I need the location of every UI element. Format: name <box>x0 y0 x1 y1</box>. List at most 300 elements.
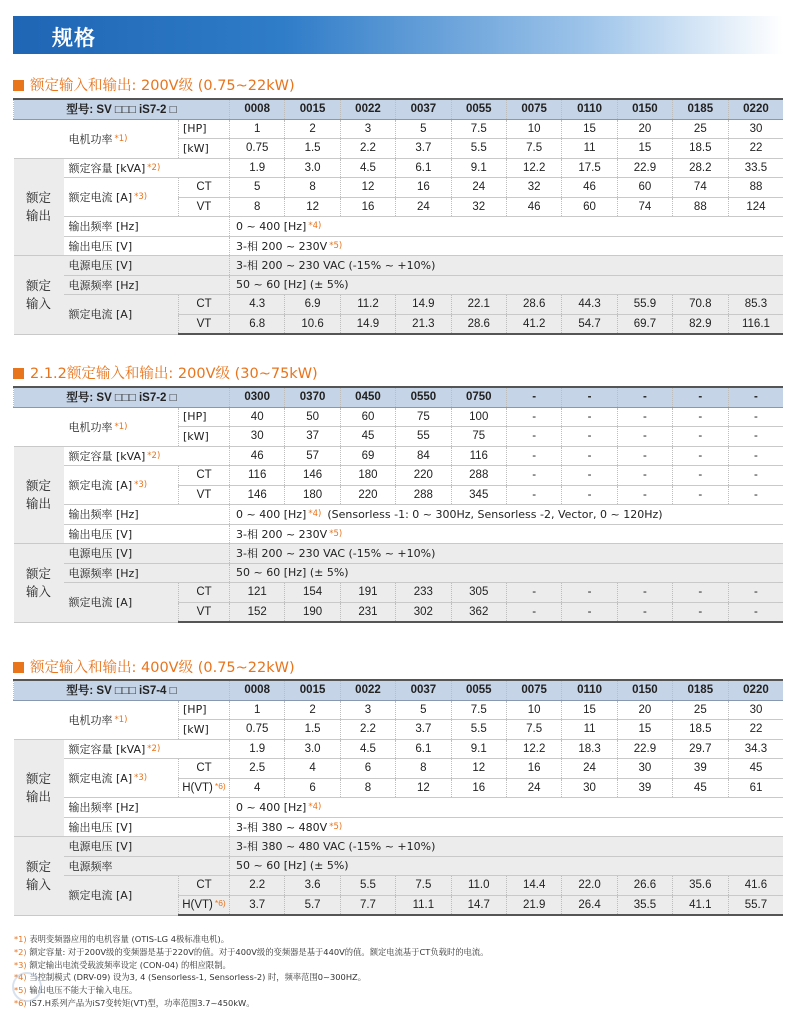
ct-value: 45 <box>728 759 783 779</box>
kw-value: 22 <box>728 720 783 740</box>
vt-value: 74 <box>617 197 672 217</box>
model-cell: 0150 <box>617 99 672 119</box>
ct-value: 30 <box>617 759 672 779</box>
hp-value: 1 <box>230 700 285 720</box>
input-ct-value: - <box>562 583 617 603</box>
capacity-value: 6.1 <box>396 158 451 178</box>
ct-value: - <box>617 466 672 486</box>
output-group-label: 额定 输出 <box>14 739 64 837</box>
watermark-seal <box>12 972 42 1002</box>
footnote-ref: *5) <box>329 821 343 832</box>
ct-value: 24 <box>562 759 617 779</box>
output-frequency-value: 0 ~ 400 [Hz] $^{*4)}$ (Sensorless -1: 0 ~ 300Hz, Sensorless -2, Vector, 0 ~ 120Hz) <box>230 505 784 525</box>
page-title: 规格 <box>52 26 96 50</box>
output-frequency-value: 0 ~ 400 [Hz] $^{*4)}$ <box>230 217 784 237</box>
header-bar <box>13 16 783 54</box>
vt-value: 6 <box>285 778 340 798</box>
input-vt-value: 302 <box>396 602 451 622</box>
output-frequency-extra: (Sensorless -1: 0 ~ 300Hz, Sensorless -2, Vector, 0 ~ 120Hz) <box>327 507 663 521</box>
input-ct-value: 22.1 <box>451 295 506 315</box>
vt-value: 61 <box>728 778 783 798</box>
model-cell: 0022 <box>340 680 395 700</box>
capacity-value: 29.7 <box>673 739 728 759</box>
vt-value: 146 <box>230 485 285 505</box>
input-vt-value: 55.7 <box>728 895 783 915</box>
kw-value: - <box>617 427 672 447</box>
footnote-ref: *6) <box>214 781 226 792</box>
model-label: 型号: SV □□□ iS7-2 □ <box>14 387 230 407</box>
capacity-value: 3.0 <box>285 158 340 178</box>
kw-value: 3.7 <box>396 139 451 159</box>
footnote-ref: *2) <box>147 450 161 461</box>
vt-value: 4 <box>230 778 285 798</box>
output-frequency-label: 输出频率 [Hz] <box>64 798 230 818</box>
capacity-label: 额定容量 [kVA] $^{*2)}$ <box>64 739 230 759</box>
vt-label: H(VT) $^{*6)}$ <box>179 895 230 915</box>
footnote: *2) 额定容量: 对于200V级的变频器是基于220V的值。对于400V级的变频器是基于440V的值。额定电流基于CT负载时的电流。 <box>14 946 489 957</box>
input-vt-value: 10.6 <box>285 314 340 334</box>
model-cell: 0008 <box>230 99 285 119</box>
vt-label: H(VT) $^{*6)}$ <box>179 778 230 798</box>
footnote-ref: *5) <box>329 528 343 539</box>
ct-value: 180 <box>340 466 395 486</box>
vt-value: 345 <box>451 485 506 505</box>
hp-value: 25 <box>673 119 728 139</box>
capacity-value: 6.1 <box>396 739 451 759</box>
footnote-mark: *6) <box>14 997 30 1008</box>
vt-label: VT <box>179 602 230 622</box>
output-voltage-value: 3-相 200 ~ 230V $^{*5)}$ <box>230 236 784 256</box>
capacity-value: 34.3 <box>728 739 783 759</box>
output-frequency-value: 0 ~ 400 [Hz] $^{*4)}$ <box>230 798 784 818</box>
unit-cell: [HP] <box>179 700 230 720</box>
ct-value: 39 <box>673 759 728 779</box>
capacity-label: 额定容量 [kVA] $^{*2)}$ <box>64 446 230 466</box>
ct-value: 146 <box>285 466 340 486</box>
kw-value: 45 <box>340 427 395 447</box>
footnote: *4) 当控制模式 (DRV-09) 设为3, 4 (Sensorless-1, Sensorless-2) 时，频率范围0~300HZ。 <box>14 972 367 983</box>
input-ct-value: 70.8 <box>673 295 728 315</box>
model-cell: 0055 <box>451 99 506 119</box>
input-ct-value: 14.4 <box>506 876 561 896</box>
capacity-value: 84 <box>396 446 451 466</box>
output-voltage-label: 输出电压 [V] <box>64 524 230 544</box>
input-ct-value: 2.2 <box>230 876 285 896</box>
ct-value: 24 <box>451 178 506 198</box>
output-current-label: 额定电流 [A] $^{*3)}$ <box>64 466 179 505</box>
model-cell: 0008 <box>230 680 285 700</box>
vt-value: 45 <box>673 778 728 798</box>
footnote-ref: *2) <box>147 743 161 754</box>
capacity-value: 4.5 <box>340 158 395 178</box>
input-vt-value: 362 <box>451 602 506 622</box>
hp-value: 15 <box>562 700 617 720</box>
vt-value: 24 <box>396 197 451 217</box>
ct-value: 32 <box>506 178 561 198</box>
footnote-mark: *3) <box>14 959 30 970</box>
input-current-label: 额定电流 [A] <box>64 876 179 916</box>
input-ct-value: 305 <box>451 583 506 603</box>
vt-value: 124 <box>728 197 783 217</box>
input-vt-value: 190 <box>285 602 340 622</box>
kw-value: - <box>728 427 783 447</box>
input-group-label: 额定 输入 <box>14 256 64 335</box>
capacity-value: 33.5 <box>728 158 783 178</box>
unit-cell: [HP] <box>179 407 230 427</box>
input-ct-value: 5.5 <box>340 876 395 896</box>
model-cell: - <box>562 387 617 407</box>
input-frequency-label: 电源频率 <box>64 856 230 876</box>
vt-value: 12 <box>396 778 451 798</box>
spec-table <box>13 98 783 335</box>
model-cell: 0015 <box>285 680 340 700</box>
hp-value: 7.5 <box>451 700 506 720</box>
kw-value: 1.5 <box>285 720 340 740</box>
section-marker-icon <box>13 368 24 379</box>
hp-value: - <box>728 407 783 427</box>
ct-value: 116 <box>230 466 285 486</box>
capacity-value: - <box>506 446 561 466</box>
capacity-value: - <box>617 446 672 466</box>
input-current-label: 额定电流 [A] <box>64 583 179 623</box>
input-vt-value: 5.7 <box>285 895 340 915</box>
model-cell: - <box>728 387 783 407</box>
input-ct-value: 85.3 <box>728 295 783 315</box>
ct-value: - <box>673 466 728 486</box>
unit-cell: [kW] <box>179 720 230 740</box>
section-title: 额定输入和输出: 400V级 (0.75~22kW) <box>13 656 295 677</box>
input-ct-value: 28.6 <box>506 295 561 315</box>
output-frequency-label: 输出频率 [Hz] <box>64 505 230 525</box>
vt-value: 88 <box>673 197 728 217</box>
input-ct-value: 7.5 <box>396 876 451 896</box>
input-vt-value: 14.9 <box>340 314 395 334</box>
kw-value: 0.75 <box>230 139 285 159</box>
model-cell: - <box>673 387 728 407</box>
vt-label: VT <box>179 314 230 334</box>
model-cell: 0185 <box>673 680 728 700</box>
hp-value: 60 <box>340 407 395 427</box>
input-ct-value: 14.9 <box>396 295 451 315</box>
ct-label: CT <box>179 295 230 315</box>
capacity-value: 28.2 <box>673 158 728 178</box>
vt-label: VT <box>179 485 230 505</box>
output-current-label: 额定电流 [A] $^{*3)}$ <box>64 759 179 798</box>
footnote-ref: *3) <box>134 192 148 202</box>
hp-value: 30 <box>728 119 783 139</box>
kw-value: 1.5 <box>285 139 340 159</box>
capacity-value: - <box>728 446 783 466</box>
input-ct-value: - <box>728 583 783 603</box>
ct-value: 60 <box>617 178 672 198</box>
footnote-mark: *1) <box>14 934 30 944</box>
capacity-value: 22.9 <box>617 739 672 759</box>
input-ct-value: 3.6 <box>285 876 340 896</box>
footnote-mark: *2) <box>14 946 30 957</box>
ct-value: 74 <box>673 178 728 198</box>
input-voltage-label: 电源电压 [V] <box>64 256 230 276</box>
input-ct-value: 22.0 <box>562 876 617 896</box>
ct-value: 2.5 <box>230 759 285 779</box>
input-vt-value: 11.1 <box>396 895 451 915</box>
input-voltage-value: 3-相 200 ~ 230 VAC (-15% ~ +10%) <box>230 544 784 564</box>
footnote: *5) 输出电压不能大于输入电压。 <box>14 985 138 996</box>
ct-value: 220 <box>396 466 451 486</box>
hp-value: - <box>617 407 672 427</box>
unit-cell: [kW] <box>179 139 230 159</box>
input-vt-value: - <box>562 602 617 622</box>
kw-value: 37 <box>285 427 340 447</box>
capacity-value: - <box>673 446 728 466</box>
input-vt-value: 152 <box>230 602 285 622</box>
capacity-value: 18.3 <box>562 739 617 759</box>
motor-power-label: 电机功率 $^{*1)}$ <box>14 700 179 739</box>
capacity-value: 12.2 <box>506 158 561 178</box>
ct-value: - <box>728 466 783 486</box>
input-group-label: 额定 输入 <box>14 837 64 916</box>
footnote-ref: *2) <box>147 162 161 173</box>
vt-value: 12 <box>285 197 340 217</box>
hp-value: 10 <box>506 119 561 139</box>
input-vt-value: - <box>728 602 783 622</box>
kw-value: - <box>562 427 617 447</box>
unit-cell: [kW] <box>179 427 230 447</box>
kw-value: 55 <box>396 427 451 447</box>
input-vt-value: 41.1 <box>673 895 728 915</box>
kw-value: 0.75 <box>230 720 285 740</box>
input-group-label: 额定 输入 <box>14 544 64 623</box>
kw-value: 2.2 <box>340 720 395 740</box>
kw-value: 7.5 <box>506 139 561 159</box>
input-frequency-label: 电源频率 [Hz] <box>64 563 230 583</box>
footnote-mark: *4) <box>14 972 30 983</box>
kw-value: 3.7 <box>396 720 451 740</box>
hp-value: 5 <box>396 700 451 720</box>
hp-value: 25 <box>673 700 728 720</box>
capacity-label: 额定容量 [kVA] $^{*2)}$ <box>64 158 230 178</box>
input-vt-value: 41.2 <box>506 314 561 334</box>
hp-value: 7.5 <box>451 119 506 139</box>
vt-value: 46 <box>506 197 561 217</box>
hp-value: 40 <box>230 407 285 427</box>
ct-value: - <box>562 466 617 486</box>
ct-value: 12 <box>340 178 395 198</box>
input-voltage-label: 电源电压 [V] <box>64 837 230 857</box>
hp-value: 3 <box>340 700 395 720</box>
input-ct-value: 4.3 <box>230 295 285 315</box>
model-cell: 0037 <box>396 99 451 119</box>
kw-value: 7.5 <box>506 720 561 740</box>
hp-value: 100 <box>451 407 506 427</box>
capacity-value: - <box>562 446 617 466</box>
model-cell: - <box>506 387 561 407</box>
ct-value: 16 <box>396 178 451 198</box>
hp-value: - <box>506 407 561 427</box>
ct-label: CT <box>179 583 230 603</box>
kw-value: 15 <box>617 139 672 159</box>
footnote-ref: *1) <box>114 421 128 432</box>
input-ct-value: 55.9 <box>617 295 672 315</box>
footnote-ref: *5) <box>329 240 343 251</box>
ct-value: - <box>506 466 561 486</box>
model-cell: 0110 <box>562 680 617 700</box>
hp-value: 20 <box>617 700 672 720</box>
unit-cell: [HP] <box>179 119 230 139</box>
input-vt-value: - <box>673 602 728 622</box>
vt-value: - <box>562 485 617 505</box>
input-ct-value: 233 <box>396 583 451 603</box>
capacity-value: 1.9 <box>230 158 285 178</box>
input-voltage-label: 电源电压 [V] <box>64 544 230 564</box>
input-vt-value: 6.8 <box>230 314 285 334</box>
footnote-ref: *4) <box>308 220 322 231</box>
input-vt-value: 82.9 <box>673 314 728 334</box>
input-ct-value: 11.0 <box>451 876 506 896</box>
model-cell: 0300 <box>230 387 285 407</box>
vt-value: 180 <box>285 485 340 505</box>
output-group-label: 额定 输出 <box>14 446 64 544</box>
input-ct-value: 41.6 <box>728 876 783 896</box>
input-ct-value: - <box>673 583 728 603</box>
input-frequency-value: 50 ~ 60 [Hz] (± 5%) <box>230 275 784 295</box>
input-vt-value: 3.7 <box>230 895 285 915</box>
spec-table <box>13 386 783 623</box>
ct-value: 12 <box>451 759 506 779</box>
model-cell: 0022 <box>340 99 395 119</box>
model-cell: - <box>617 387 672 407</box>
capacity-value: 46 <box>230 446 285 466</box>
kw-value: 15 <box>617 720 672 740</box>
input-vt-value: 28.6 <box>451 314 506 334</box>
input-vt-value: 7.7 <box>340 895 395 915</box>
ct-value: 5 <box>230 178 285 198</box>
kw-value: 2.2 <box>340 139 395 159</box>
capacity-value: 1.9 <box>230 739 285 759</box>
input-voltage-value: 3-相 200 ~ 230 VAC (-15% ~ +10%) <box>230 256 784 276</box>
input-vt-value: - <box>617 602 672 622</box>
output-group-label: 额定 输出 <box>14 158 64 256</box>
hp-value: 3 <box>340 119 395 139</box>
hp-value: 10 <box>506 700 561 720</box>
input-frequency-value: 50 ~ 60 [Hz] (± 5%) <box>230 563 784 583</box>
model-cell: 0037 <box>396 680 451 700</box>
model-cell: 0075 <box>506 680 561 700</box>
footnote-ref: *4) <box>308 801 322 812</box>
vt-value: 39 <box>617 778 672 798</box>
vt-value: 16 <box>451 778 506 798</box>
input-ct-value: - <box>617 583 672 603</box>
input-vt-value: 54.7 <box>562 314 617 334</box>
hp-value: 50 <box>285 407 340 427</box>
capacity-value: 17.5 <box>562 158 617 178</box>
section-marker-icon <box>13 80 24 91</box>
section-marker-icon <box>13 662 24 673</box>
model-cell: 0370 <box>285 387 340 407</box>
ct-value: 16 <box>506 759 561 779</box>
capacity-value: 12.2 <box>506 739 561 759</box>
output-voltage-value: 3-相 200 ~ 230V $^{*5)}$ <box>230 524 784 544</box>
kw-value: 30 <box>230 427 285 447</box>
vt-value: - <box>617 485 672 505</box>
input-ct-value: 11.2 <box>340 295 395 315</box>
input-ct-value: 35.6 <box>673 876 728 896</box>
input-frequency-value: 50 ~ 60 [Hz] (± 5%) <box>230 856 784 876</box>
ct-value: 288 <box>451 466 506 486</box>
footnote: *3) 额定输出电流受载波频率设定 (CON-04) 的相应限制。 <box>14 959 231 970</box>
ct-value: 6 <box>340 759 395 779</box>
footnote-ref: *6) <box>214 898 226 909</box>
vt-value: 8 <box>230 197 285 217</box>
section-title: 额定输入和输出: 200V级 (0.75~22kW) <box>13 74 295 95</box>
model-cell: 0220 <box>728 680 783 700</box>
input-vt-value: 35.5 <box>617 895 672 915</box>
hp-value: 1 <box>230 119 285 139</box>
ct-label: CT <box>179 876 230 896</box>
footnote-mark: *5) <box>14 985 30 996</box>
section-title: 2.1.2额定输入和输出: 200V级 (30~75kW) <box>13 362 318 383</box>
model-cell: 0015 <box>285 99 340 119</box>
vt-value: 16 <box>340 197 395 217</box>
footnote-ref: *1) <box>114 714 128 725</box>
input-ct-value: 6.9 <box>285 295 340 315</box>
capacity-value: 9.1 <box>451 158 506 178</box>
ct-value: 8 <box>396 759 451 779</box>
input-vt-value: 69.7 <box>617 314 672 334</box>
model-label: 型号: SV □□□ iS7-4 □ <box>14 680 230 700</box>
footnote-ref: *3) <box>134 480 148 490</box>
vt-value: - <box>506 485 561 505</box>
hp-value: 75 <box>396 407 451 427</box>
input-ct-value: 44.3 <box>562 295 617 315</box>
kw-value: 11 <box>562 720 617 740</box>
input-ct-value: 154 <box>285 583 340 603</box>
model-cell: 0185 <box>673 99 728 119</box>
ct-label: CT <box>179 178 230 198</box>
footnote: *1) 表明变频器应用的电机容量 (OTIS-LG 4极标准电机)。 <box>14 934 230 944</box>
vt-value: 220 <box>340 485 395 505</box>
model-cell: 0750 <box>451 387 506 407</box>
kw-value: 75 <box>451 427 506 447</box>
input-vt-value: 116.1 <box>728 314 783 334</box>
vt-value: 30 <box>562 778 617 798</box>
input-ct-value: 26.6 <box>617 876 672 896</box>
capacity-value: 57 <box>285 446 340 466</box>
vt-value: - <box>728 485 783 505</box>
vt-value: 24 <box>506 778 561 798</box>
hp-value: 30 <box>728 700 783 720</box>
vt-value: - <box>673 485 728 505</box>
hp-value: 15 <box>562 119 617 139</box>
model-cell: 0075 <box>506 99 561 119</box>
kw-value: - <box>673 427 728 447</box>
input-ct-value: 191 <box>340 583 395 603</box>
input-vt-value: - <box>506 602 561 622</box>
hp-value: - <box>562 407 617 427</box>
motor-power-label: 电机功率 $^{*1)}$ <box>14 119 179 158</box>
output-current-label: 额定电流 [A] $^{*3)}$ <box>64 178 179 217</box>
input-vt-value: 26.4 <box>562 895 617 915</box>
hp-value: 2 <box>285 700 340 720</box>
input-voltage-value: 3-相 380 ~ 480 VAC (-15% ~ +10%) <box>230 837 784 857</box>
vt-value: 60 <box>562 197 617 217</box>
kw-value: 5.5 <box>451 720 506 740</box>
vt-value: 8 <box>340 778 395 798</box>
kw-value: 18.5 <box>673 720 728 740</box>
input-ct-value: - <box>506 583 561 603</box>
model-cell: 0550 <box>396 387 451 407</box>
input-frequency-label: 电源频率 [Hz] <box>64 275 230 295</box>
output-voltage-value: 3-相 380 ~ 480V $^{*5)}$ <box>230 817 784 837</box>
